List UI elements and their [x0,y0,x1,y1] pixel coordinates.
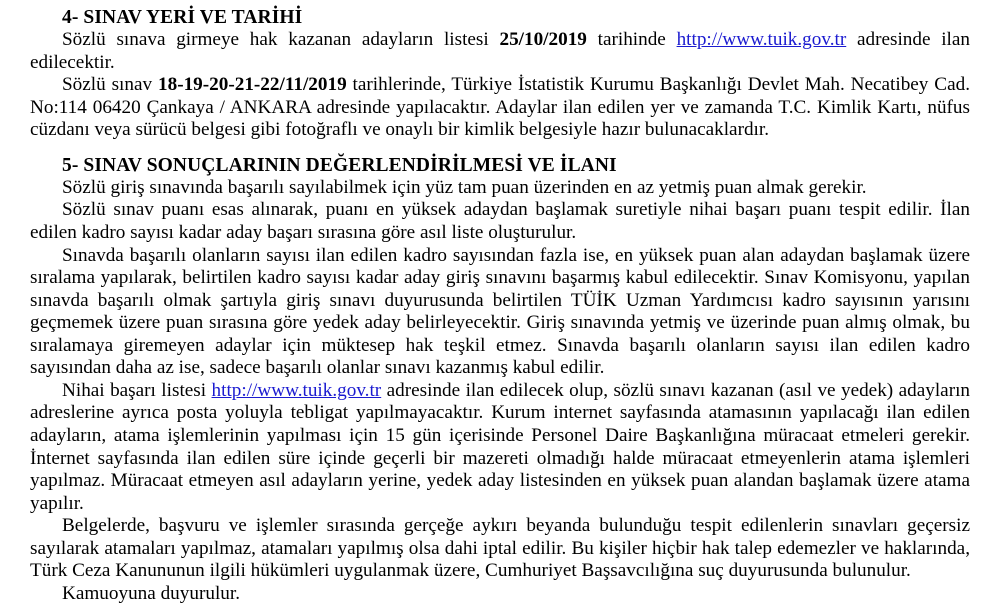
document-body [30,6,970,606]
text-before-date: Sözlü sınava girmeye hak kazanan adayların listesi [62,29,500,50]
text-after-dates: tarihlerinde, Türkiye İstatistik Kurumu Başkanlığı Devlet Mah. Necatibey Cad. No:114 06420 Çankaya / ANKARA adresinde yapılacaktır. Adaylar ilan edilen yer ve zamanda T.C. Kimlik Kartı, nüfus cüzdanı veya sürücü belgesi gibi fotoğraflı ve onaylı bir kimlik belgesiyle hazır bulunacaklardır. [30,74,970,141]
paragraph-nihai-basari-listesi-ilan [30,380,970,515]
paragraph-sinav-tarihleri-adres [30,74,970,142]
section-heading-sinav-yeri-ve-tarihi: 4- SINAV YERİ VE TARİHİ [62,7,303,28]
text-after-date: tarihinde [586,29,677,50]
paragraph-nihai-basari-puani: Sözlü sınav puanı esas alınarak, puanı en yüksek adaydan başlamak suretiyle nihai başarı puanı tespit edilir. İlan edilen kadro sayısı kadar aday başarı sırasına göre asıl liste oluşturulur. [30,199,970,243]
tuik-website-link-1[interactable]: http://www.tuik.gov.tr [676,29,847,50]
text-after-link-2: adresinde ilan edilecek olup, sözlü sınavı kazanan (asıl ve yedek) adayların adreslerine ayrıca posta yoluyla tebligat yapılmayacaktır. Kurum internet sayfasında atamasının yapılacağı ilan edilen adayların, atama işlemlerinin yapılması için 15 gün içerisinde Personel Daire Başkanlığına müracaat etmeleri gerekir. İnternet sayfasında ilan edilen süre içinde geçerli bir mazereti olmadığı halde müracaat etmeyenlerin atama işlemleri yapılmaz. Müracaat etmeyen asıl adayların yerine, yedek aday listesinden en yüksek puan alandan başlamak üzere atama yapılır. [30,379,971,514]
section-heading-sinav-sonuclarinin-degerlendirilmesi: 5- SINAV SONUÇLARININ DEĞERLENDİRİLMESİ VE İLANI [62,154,617,176]
paragraph-siralama-ve-yedek-aday: Sınavda başarılı olanların sayısı ilan edilen kadro sayısından fazla ise, en yüksek puan alan adaydan başlamak üzere sıralama yapılarak, belirtilen kadro sayısı kadar aday giriş sınavını başarmış kabul edilecektir. Sınav Komisyonu, yapılan sınavda başarılı olmak şartıyla giriş sınavı duyurusunda belirtilen TÜİK Uzman Yardımcısı kadro sayısının yarısını geçmemek üzere puan sırasına göre yedek aday belirleyecektir. Giriş sınavında yetmiş ve üzerinde puan almış olmak, bu sıralamaya giremeyen adaylar için müktesep hak teşkil etmez. Sınavda başarılı olanların sayısı ilan edilen kadro sayısından daha az ise, sadece başarılı olanlar sınavı kazanmış kabul edilir. [30,244,970,379]
exam-dates: 18-19-20-21-22/11/2019 [158,74,347,96]
section-5-wrapper [30,154,970,606]
paragraph-sinav-listesi-ilan [30,29,970,74]
text-after-link: adresinde ilan edilecektir. [30,29,970,73]
text-before-link-2: Nihai başarı listesi [62,379,212,401]
paragraph-kamuoyuna-duyurulur: Kamuoyuna duyurulur. [62,582,240,604]
exam-list-date: 25/10/2019 [499,29,587,50]
paragraph-basari-puani-esigi: Sözlü giriş sınavında başarılı sayılabilmek için yüz tam puan üzerinden en az yetmiş puan almak gerekir. [62,176,867,198]
tuik-website-link-2[interactable]: http://www.tuik.gov.tr [211,379,382,401]
paragraph-gercege-aykiri-beyan: Belgelerde, başvuru ve işlemler sırasında gerçeğe aykırı beyanda bulunduğu tespit edilenlerin sınavları geçersiz sayılarak atamaları yapılmaz, atamaları yapılmış olsa dahi iptal edilir. Bu kişiler hiçbir hak talep edemezler ve haklarında, Türk Ceza Kanununun ilgili hükümleri uygulanmak üzere, Cumhuriyet Başsavcılığına suç duyurusunda bulunulur. [30,515,970,582]
text-before-dates: Sözlü sınav [62,74,158,96]
